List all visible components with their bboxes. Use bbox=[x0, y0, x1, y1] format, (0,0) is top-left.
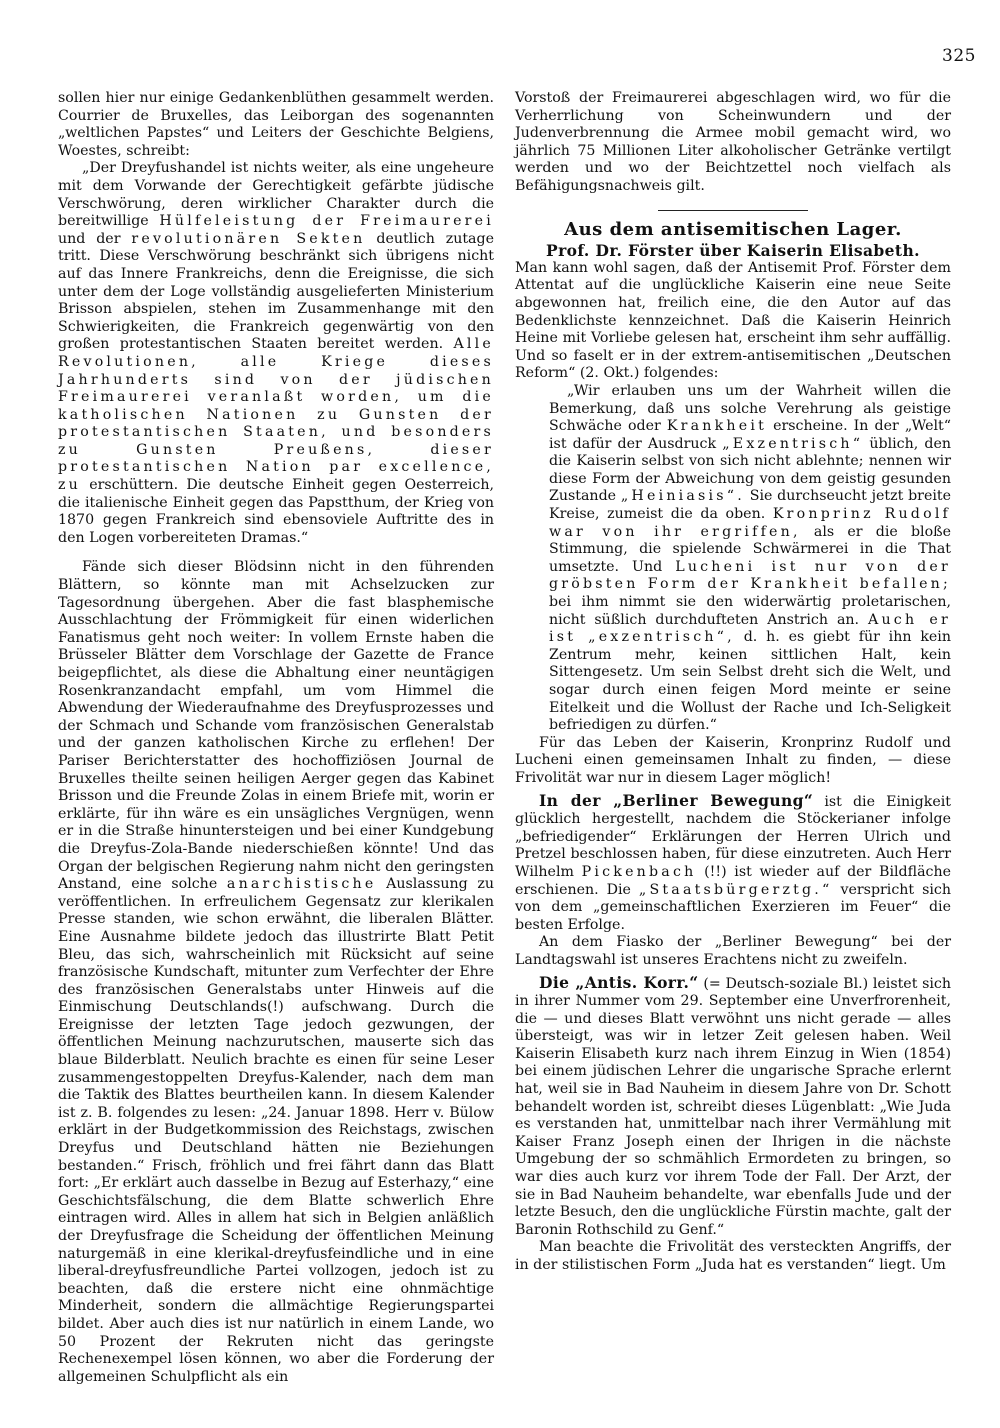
subheading: Die „Antis. Korr.“ bbox=[539, 972, 699, 992]
paragraph: In der „Berliner Bewegung“ ist die Einigkeit glücklich hergestellt, nachdem die Stöckerianer infolge „befriedigender“ Erklärungen der Herren Ulrich und Pretzel beschlossen haben, für diese einzutreten. Auch Herr Wilhelm Pickenbach (!!) ist wieder auf der Bildfläche erschienen. Die „Staatsbürgerztg.“ verspricht sich von dem „gemeinschaftlichen Exerzieren im Feuer“ die besten Erfolge. bbox=[515, 790, 952, 933]
page-number: 325 bbox=[942, 46, 976, 66]
spaced-emphasis: Hülfeleistung der Freimaurerei bbox=[159, 213, 494, 230]
spaced-emphasis: revolutionären Sekten bbox=[131, 230, 366, 247]
spaced-emphasis: „Exzentrisch“ bbox=[722, 435, 864, 452]
spaced-emphasis: „Heiniasis“. bbox=[620, 488, 745, 505]
spaced-emphasis: Auch er ist „exzentrisch“, bbox=[549, 611, 952, 646]
spaced-emphasis: anarchistische bbox=[226, 876, 377, 893]
spaced-emphasis: Krankheit bbox=[666, 418, 767, 435]
paragraph: sollen hier nur einige Gedankenblüthen gesammelt werden. Courrier de Bruxelles, das Leiborgan des sogenannten „weltlichen Papstes“ und Leiters der Geschichte Belgiens, Woestes, schreibt: bbox=[58, 90, 494, 159]
left-column bbox=[58, 90, 494, 1386]
paragraph: Vorstoß der Freimaurerei abgeschlagen wird, wo für die Verherrlichung von Scheinwundern und der Judenverbrennung die Armee mobil gemacht wird, wo jährlich 75 Millionen Liter alkoholischer Getränke vertilgt werden und wo der Beichtzettel noch vielfach als Befähigungsnachweis gilt. bbox=[515, 90, 951, 194]
paragraph: An dem Fiasko der „Berliner Bewegung“ bei der Landtagswahl ist unseres Erachtens nicht zu zweifeln. bbox=[515, 934, 951, 968]
spaced-emphasis: Kronprinz Rudolf war von ihr ergriffen, bbox=[549, 506, 952, 540]
paragraph: Man kann wohl sagen, daß der Antisemit Prof. Förster dem Attentat auf die unglückliche Kaiserin eine neue Seite abgewonnen hat, freilich eine, die den Autor auf das Bedenklichste kennzeichnet. Daß die Kaiserin Heinrich Heine mit Vorliebe gelesen hat, erscheint ihm sehr auffällig. Und so faselt er in der extrem-antisemitischen „Deutschen Reform“ (2. Okt.) folgendes: bbox=[515, 259, 951, 382]
quote-paragraph: „Wir erlauben uns um der Wahrheit willen die Bemerkung, daß uns solche Verehrung als geistige Schwäche oder Krankheit erscheine. In der „Welt“ ist dafür der Ausdruck „Exzentrisch“ üblich, den die Kaiserin selbst von sich nicht ablehnte; nennen wir diese Form der Abweichung von dem geistig gesunden Zustande „Heiniasis“. Sie durchseucht jetzt breite Kreise, zumeist die da oben. Kronprinz Rudolf war von ihr ergriffen, als er die bloße Stimmung, die spielende Schwärmerei in die That umsetzte. Und Lucheni ist nur von der gröbsten Form der Krankheit befallen; bei ihm nimmt sie den widerwärtig proletarischen, nicht süßlich durchdufteten Anstrich an. Auch er ist „exzentrisch“, d. h. es giebt für ihn kein Zentrum mehr, keinen sittlichen Halt, kein Sittengesetz. Um sein Selbst dreht sich die Welt, und sogar durch einen feigen Mord meinte er seine Eitelkeit und die Wollust der Rache und Ich-Seligkeit befriedigen zu dürfen.“ bbox=[549, 382, 952, 734]
spaced-emphasis: Pickenbach bbox=[581, 863, 697, 880]
paragraph: Die „Antis. Korr.“ (= Deutsch-soziale Bl.) leistet sich in ihrer Nummer vom 29. September eine Unverfrorenheit, die — und dieses Blatt verwöhnt uns nicht gerade — alles übersteigt, was wir in letzer Zeit gelesen haben. Weil Kaiserin Elisabeth kurz nach ihrem Einzug in Wien (1854) bei einem jüdischen Lehrer die ungarische Sprache erlernt hat, weil sie in Bad Nauheim in diesem Jahre von Dr. Schott behandelt worden ist, schreibt dieses Lügenblatt: „Wie Juda es verstanden hat, unmittelbar nach ihrer Vermählung mit Kaiser Franz Joseph einen der Ihrigen in die nächste Umgebung der so schmählich Ermordeten zu bringen, so war dies auch kurz vor ihrem Tode der Fall. Der Arzt, der sie in Bad Nauheim behandelte, war ebenfalls Jude und der letzte Besuch, den die unglückliche Fürstin machte, galt der Baronin Rothschild zu Genf.“ bbox=[515, 972, 952, 1238]
right-column bbox=[515, 90, 951, 1275]
spaced-emphasis: Lucheni ist nur von der gröbsten Form der Krankheit befallen; bbox=[549, 558, 951, 593]
subheading: Prof. Dr. Förster über Kaiserin Elisabeth. bbox=[546, 241, 920, 261]
subheading: In der „Berliner Bewegung“ bbox=[539, 790, 814, 810]
paragraph: Man beachte die Frivolität des versteckten Angriffs, der in der stilistischen Form „Juda hat es verstanden“ liegt. Um bbox=[515, 1239, 951, 1273]
paragraph: Für das Leben der Kaiserin, Kronprinz Rudolf und Lucheni einen gemeinsamen Inhalt zu finden, — diese Frivolität war nur in diesem Lager möglich! bbox=[515, 734, 951, 786]
quote-paragraph: „Der Dreyfushandel ist nichts weiter, als eine ungeheure mit dem Vorwande der Gerechtigkeit gefärbte jüdische Verschwörung, deren wirklicher Charakter durch die bereitwillige Hülfeleistung der Freimaurerei und der revolutionären Sekten deutlich zutage tritt. Diese Verschwörung beschränkt sich übrigens nicht auf das Innere Frankreichs, denn die Ereignisse, die sich unter dem der Loge vollständig ausgelieferten Ministerium Brisson abspielen, stehen im Zusammenhange mit den Schwierigkeiten, die Frankreich gegenwärtig von den großen protestantischen Staaten bereitet werden. Alle Revolutionen, alle Kriege dieses Jahrhunderts sind von der jüdischen Freimaurerei veranlaßt worden, um die katholischen Nationen zu Gunsten der protestantischen Staaten, und besonders zu Gunsten Preußens, dieser protestantischen Nation par excellence, zu erschüttern. Die deutsche Einheit gegen Oesterreich, die italienische Einheit gegen das Papstthum, der Krieg von 1870 gegen Frankreich sind ebensoviele Auftritte des in den Logen vorbereiteten Dramas.“ bbox=[58, 160, 495, 546]
spaced-emphasis: Alle Revolutionen, alle Kriege dieses Jahrhunderts sind von der jüdischen Freimaurerei veranlaßt worden, um die katholischen Nationen zu Gunsten der protestantischen Staaten, und besonders zu Gunsten Preußens, dieser protestantischen Nation par excellence, zu bbox=[58, 336, 495, 494]
spaced-emphasis: „Staatsbürgerztg.“ bbox=[638, 881, 833, 898]
paragraph: Fände sich dieser Blödsinn nicht in den führenden Blättern, so könnte man mit Achselzucken zur Tagesordnung übergehen. Aber die fast blasphemische Ausschlachtung der Frömmigkeit für einen widerlichen Fanatismus geht noch weiter: In vollem Ernste haben die Brüsseler Blätter dem Vorschlage der Gazette de France beigepflichtet, als diese die Abhaltung einer neuntägigen Rosenkranzandacht empfahl, um vom Himmel die Abwendung der Wiederaufnahme des Dreyfusprozesses und der Schmach und Schande vom französischen Generalstab und der ganzen katholischen Kirche zu erflehen! Der Pariser Berichterstatter des hochoffiziösen Journal de Bruxelles theilte seinen heiligen Aerger gegen das Kabinet Brisson und die Freunde Zolas in einem Briefe mit, worin er erklärte, für ihn wäre es ein unsägliches Vergnügen, wenn er in die Straße hinuntersteigen und bei einer Kundgebung die Dreyfus-Zola-Bande niederschießen könnte! Und das Organ der belgischen Regierung nahm nicht den geringsten Anstand, eine solche anarchistische Auslassung zu veröffentlichen. In erfreulichem Gegensatz zur klerikalen Presse standen, wie schon erwähnt, die liberalen Blätter. Eine Ausnahme bildete jedoch das illustrirte Blatt Petit Bleu, das sich, wahrscheinlich mit Rücksicht auf seine französische Kundschaft, mitunter zum Verfechter der Ehre des französischen Generalstabs unter Hinweis auf die Einmischung Deutschlands(!) aufschwang. Durch die Ereignisse der letzten Tage jedoch gezwungen, der öffentlichen Meinung nachzurutschen, mauserte sich das blaue Bilderblatt. Neulich brachte es einen für seine Leser zusammengestoppelten Dreyfus-Kalender, nach dem man die Taktik des Blattes beurtheilen kann. In diesem Kalender ist z. B. folgendes zu lesen: „24. Januar 1898. Herr v. Bülow erklärt in der Budgetkommission des Reichstags, zwischen Dreyfus und Deutschland hätten nie Beziehungen bestanden.“ Frisch, fröhlich und frei fährt dann das Blatt fort: „Er erklärt auch dasselbe in Bezug auf Esterhazy,“ eine Geschichtsfälschung, die dem Blatte schwerlich Ehre eintragen wird. Alles in allem hat sich in Belgien anläßlich der Dreyfusfrage die Scheidung der öffentlichen Meinung naturgemäß in eine klerikal-dreyfusfeindliche und in eine liberal-dreyfusfreundliche Partei vollzogen, jedoch ist zu beachten, daß die erstere nicht eine ohnmächtige Minderheit, sondern die allmächtige Regierungspartei bildet. Aber auch dies ist nur natürlich in einem Lande, wo 50 Prozent der Rekruten nicht das geringste Rechenexempel lösen können, wo aber die Forderung der allgemeinen Schulpflicht als ein bbox=[58, 559, 495, 1385]
section-divider bbox=[658, 210, 808, 211]
section-title: Aus dem antisemitischen Lager. bbox=[564, 218, 902, 240]
